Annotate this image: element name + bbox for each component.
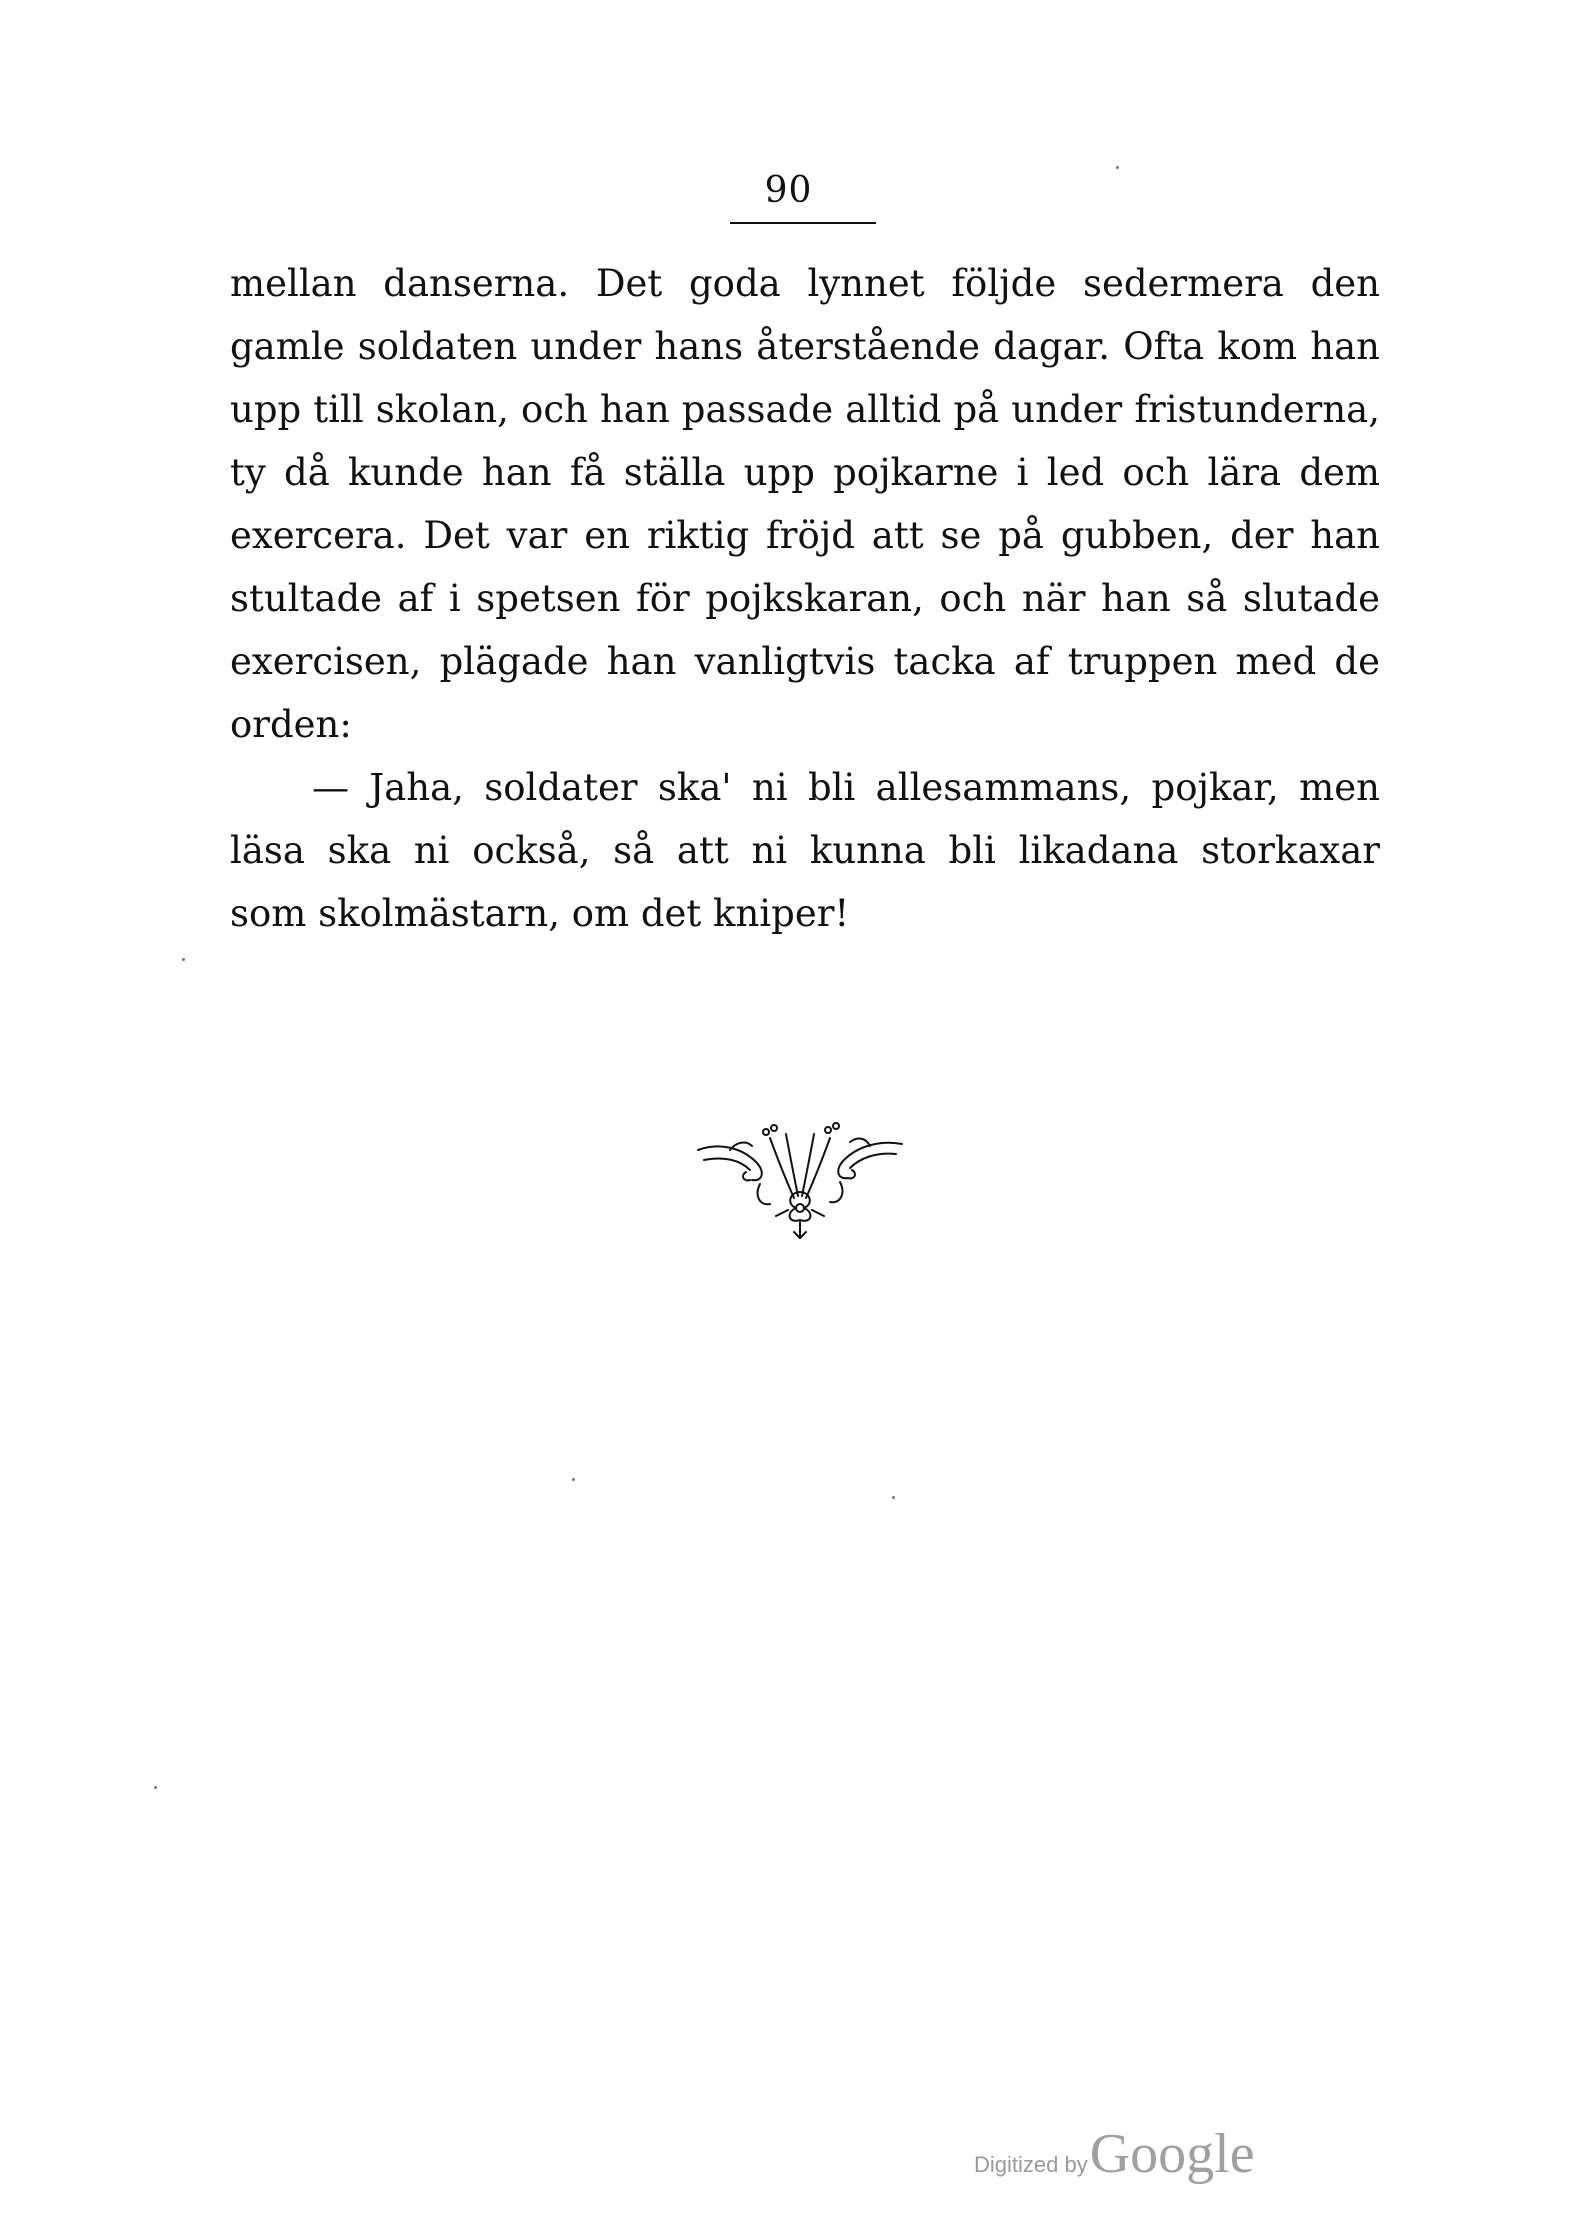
floral-ornament-icon [690, 1120, 910, 1245]
scan-speck [1116, 166, 1119, 169]
page-number-rule [730, 222, 876, 224]
text-line: exercisen, plägade han vanligtvis tacka af truppen med de [230, 640, 1380, 683]
body-text [230, 252, 1380, 945]
digitized-by-google-watermark [974, 2122, 1255, 2186]
watermark-prefix: Digitized by [974, 2152, 1088, 2177]
text-line: ty då kunde han få ställa upp pojkarne i led och lära dem [230, 451, 1380, 494]
text-line: stultade af i spetsen för pojkskaran, och när han så slutade [230, 577, 1380, 620]
text-line: — Jaha, soldater ska' ni bli allesammans, pojkar, men [312, 766, 1380, 809]
scan-speck [154, 1786, 157, 1789]
text-line: gamle soldaten under hans återstående dagar. Ofta kom han [230, 325, 1380, 368]
text-line: upp till skolan, och han passade alltid på under fristunderna, [230, 388, 1380, 431]
text-line: orden: [230, 703, 352, 746]
text-line: mellan danserna. Det goda lynnet följde sedermera den [230, 262, 1380, 305]
text-line: läsa ska ni också, så att ni kunna bli likadana storkaxar [230, 829, 1380, 872]
scan-speck [892, 1496, 895, 1499]
page-number: 90 [764, 170, 813, 211]
scan-speck [572, 1478, 575, 1481]
text-line: exercera. Det var en riktig fröjd att se på gubben, der han [230, 514, 1380, 557]
scan-speck [182, 958, 185, 961]
watermark-brand: Google [1089, 2123, 1255, 2185]
text-line: som skolmästarn, om det kniper! [230, 892, 850, 935]
